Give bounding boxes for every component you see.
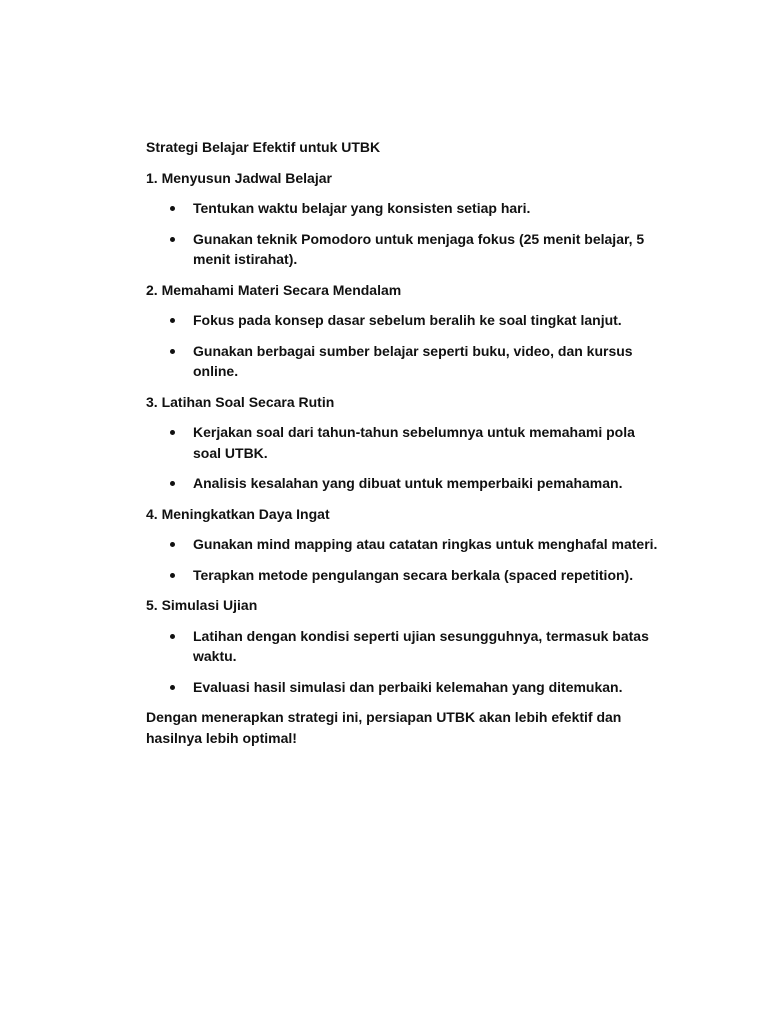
bullet-list <box>146 198 666 270</box>
section-heading: 4. Meningkatkan Daya Ingat <box>146 505 330 522</box>
section-heading: 3. Latihan Soal Secara Rutin <box>146 393 335 410</box>
bullet-icon <box>170 206 175 211</box>
bullet-text: Analisis kesalahan yang dibuat untuk memperbaiki pemahaman. <box>193 475 623 491</box>
bullet-icon <box>170 481 175 486</box>
bullet-item <box>146 198 666 219</box>
section-2 <box>146 280 666 382</box>
section-heading: 2. Memahami Materi Secara Mendalam <box>146 281 402 298</box>
bullet-text: Gunakan berbagai sumber belajar seperti buku, video, dan kursus online. <box>193 342 633 379</box>
bullet-icon <box>170 573 175 578</box>
bullet-item <box>146 626 666 667</box>
bullet-text: Gunakan teknik Pomodoro untuk menjaga fokus (25 menit belajar, 5 menit istirahat). <box>193 230 645 267</box>
section-5 <box>146 595 666 697</box>
bullet-icon <box>170 634 175 639</box>
bullet-item <box>146 310 666 331</box>
section-3 <box>146 392 666 494</box>
bullet-icon <box>170 237 175 242</box>
bullet-item <box>146 565 666 586</box>
section-4 <box>146 504 666 586</box>
bullet-icon <box>170 542 175 547</box>
bullet-list <box>146 422 666 494</box>
bullet-item <box>146 473 666 494</box>
bullet-item <box>146 422 666 463</box>
bullet-text: Kerjakan soal dari tahun-tahun sebelumnya untuk memahami pola soal UTBK. <box>193 424 635 461</box>
section-heading: 5. Simulasi Ujian <box>146 597 258 613</box>
bullet-list <box>146 626 666 698</box>
bullet-item <box>146 341 666 382</box>
bullet-text: Evaluasi hasil simulasi dan perbaiki kelemahan yang ditemukan. <box>193 678 623 695</box>
bullet-list <box>146 310 666 382</box>
bullet-item <box>146 229 666 270</box>
bullet-icon <box>170 349 175 354</box>
bullet-list <box>146 534 666 585</box>
bullet-text: Tentukan waktu belajar yang konsisten setiap hari. <box>193 200 531 216</box>
section-1 <box>146 168 666 270</box>
section-heading: 1. Menyusun Jadwal Belajar <box>146 169 332 186</box>
bullet-icon <box>170 430 175 435</box>
bullet-item <box>146 677 666 698</box>
bullet-icon <box>170 685 175 690</box>
bullet-text: Fokus pada konsep dasar sebelum beralih ke soal tingkat lanjut. <box>193 312 622 328</box>
document-title: Strategi Belajar Efektif untuk UTBK <box>146 139 381 155</box>
document-body <box>146 137 666 758</box>
conclusion-paragraph: Dengan menerapkan strategi ini, persiapan UTBK akan lebih efektif dan hasilnya lebih optimal! <box>146 709 622 746</box>
bullet-text: Terapkan metode pengulangan secara berkala (spaced repetition). <box>193 566 634 583</box>
bullet-text: Gunakan mind mapping atau catatan ringkas untuk menghafal materi. <box>193 536 658 552</box>
bullet-item <box>146 534 666 555</box>
bullet-text: Latihan dengan kondisi seperti ujian sesungguhnya, termasuk batas waktu. <box>193 627 649 664</box>
bullet-icon <box>170 318 175 323</box>
